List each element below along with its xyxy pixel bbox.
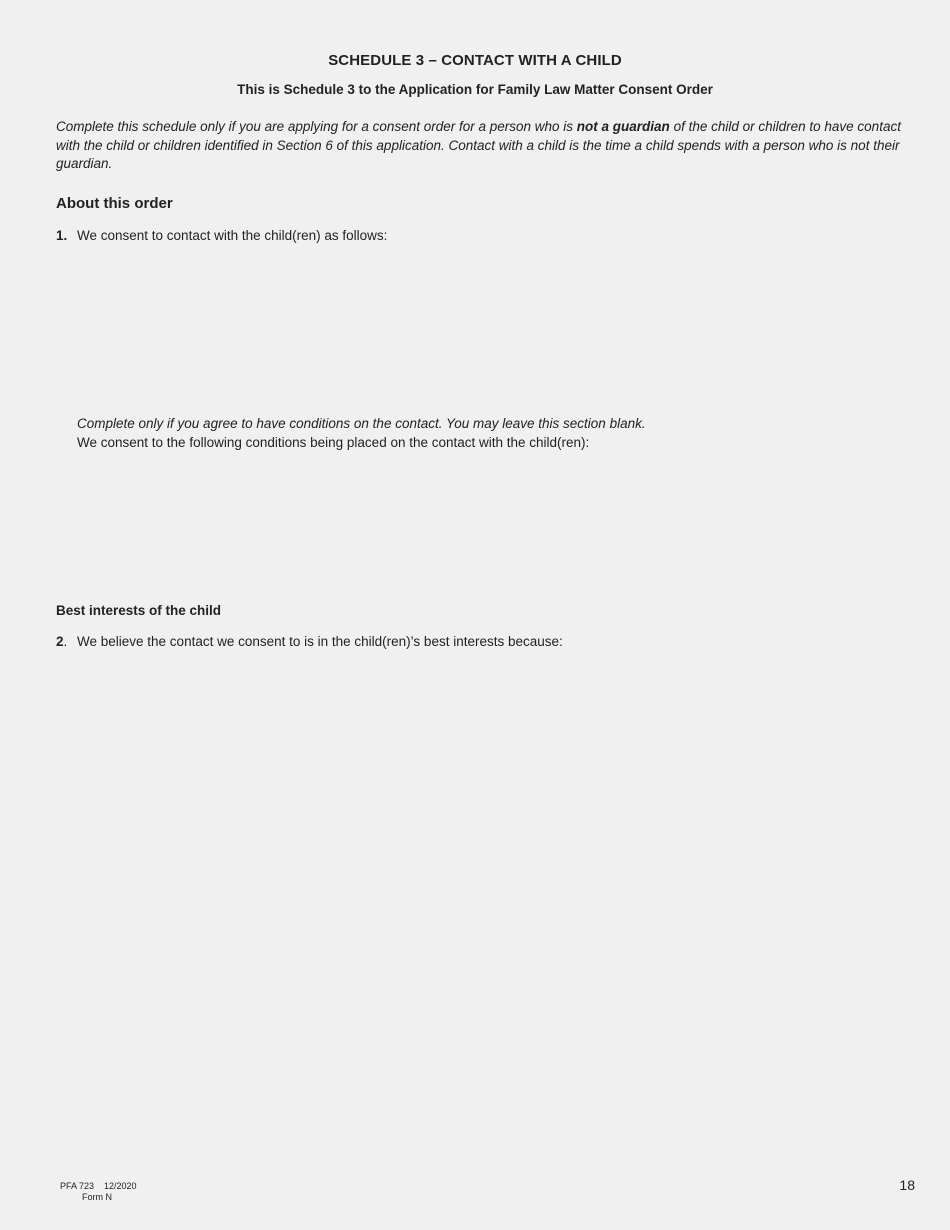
- best-interests-answer-field[interactable]: [77, 660, 897, 1140]
- intro-emphasis: not a guardian: [576, 119, 670, 134]
- schedule-subtitle: This is Schedule 3 to the Application for Family Law Matter Consent Order: [237, 82, 713, 97]
- form-name: Form N: [82, 1192, 112, 1202]
- intro-instructions: [56, 118, 901, 174]
- question-2-text: We believe the contact we consent to is in the child(ren)’s best interests because:: [77, 634, 563, 649]
- intro-part-1: Complete this schedule only if you are applying for a consent order for a person who is: [56, 119, 577, 134]
- question-1-text: We consent to contact with the child(ren) as follows:: [77, 228, 388, 243]
- question-2-number: [56, 634, 67, 649]
- question-2-number-digit: 2: [56, 634, 64, 649]
- schedule-title: SCHEDULE 3 – CONTACT WITH A CHILD: [328, 52, 622, 69]
- question-2-number-suffix: .: [63, 634, 68, 649]
- conditions-answer-field[interactable]: [77, 460, 897, 590]
- conditions-question: We consent to the following conditions being placed on the contact with the child(ren):: [77, 435, 590, 450]
- page-number: 18: [899, 1177, 915, 1193]
- about-order-heading: About this order: [56, 195, 173, 212]
- intro-part-2: of the child or children to have contact with the child or children identified in Section 6 of this application. Contact with a child is the time a child spends with a person who is not their guardian.: [56, 119, 901, 171]
- form-code: PFA 723 12/2020: [60, 1181, 137, 1191]
- form-footer-code: [60, 1181, 137, 1203]
- contact-terms-answer-field[interactable]: [77, 252, 897, 402]
- conditions-instruction: Complete only if you agree to have conditions on the contact. You may leave this section blank.: [77, 416, 646, 431]
- best-interests-heading: Best interests of the child: [56, 603, 222, 618]
- question-1-number: 1.: [56, 228, 68, 243]
